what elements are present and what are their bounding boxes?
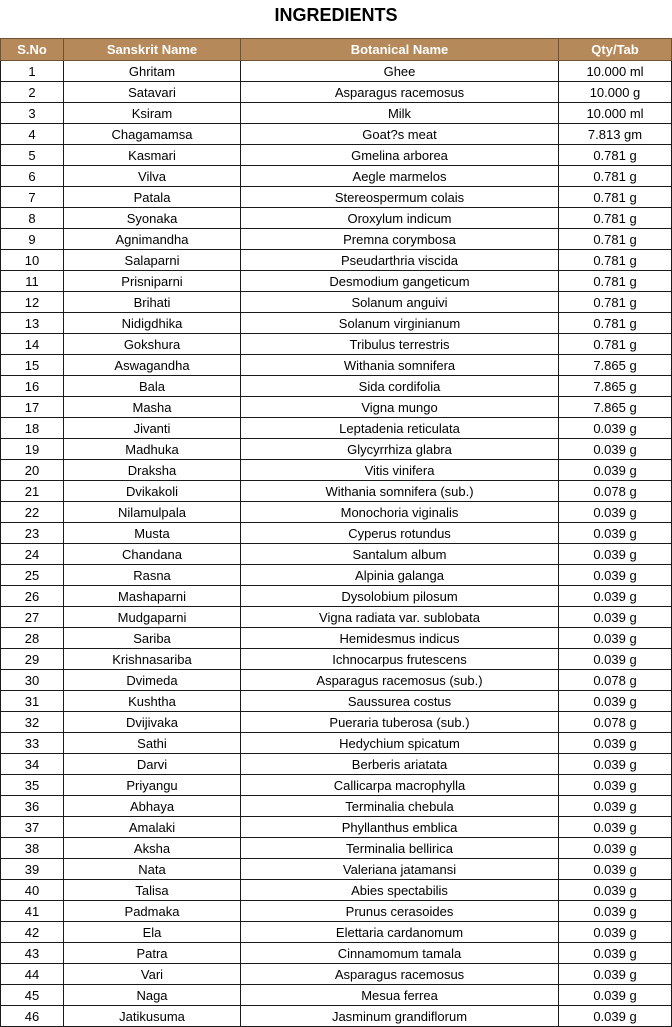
cell-sanskrit-name: Madhuka: [64, 439, 241, 460]
cell-sanskrit-name: Draksha: [64, 460, 241, 481]
table-row: [1, 397, 672, 418]
cell-qty: 0.781 g: [559, 208, 672, 229]
ingredients-table: [0, 38, 672, 1027]
cell-qty: 0.039 g: [559, 523, 672, 544]
cell-botanical-name: Alpinia galanga: [241, 565, 559, 586]
cell-botanical-name: Elettaria cardanomum: [241, 922, 559, 943]
cell-qty: 0.039 g: [559, 649, 672, 670]
cell-qty: 0.039 g: [559, 628, 672, 649]
table-row: [1, 145, 672, 166]
cell-sno: 7: [1, 187, 64, 208]
cell-sno: 31: [1, 691, 64, 712]
cell-qty: 0.039 g: [559, 418, 672, 439]
cell-botanical-name: Pueraria tuberosa (sub.): [241, 712, 559, 733]
cell-botanical-name: Solanum virginianum: [241, 313, 559, 334]
cell-sno: 39: [1, 859, 64, 880]
cell-sanskrit-name: Syonaka: [64, 208, 241, 229]
cell-sno: 21: [1, 481, 64, 502]
table-row: [1, 334, 672, 355]
cell-botanical-name: Tribulus terrestris: [241, 334, 559, 355]
table-header-row: [1, 39, 672, 61]
table-row: [1, 124, 672, 145]
cell-botanical-name: Premna corymbosa: [241, 229, 559, 250]
cell-sno: 25: [1, 565, 64, 586]
cell-botanical-name: Terminalia chebula: [241, 796, 559, 817]
cell-sno: 15: [1, 355, 64, 376]
cell-botanical-name: Hedychium spicatum: [241, 733, 559, 754]
table-row: [1, 229, 672, 250]
cell-qty: 0.781 g: [559, 250, 672, 271]
header-sno: S.No: [1, 39, 64, 61]
cell-qty: 0.781 g: [559, 187, 672, 208]
cell-sno: 40: [1, 880, 64, 901]
table-row: [1, 61, 672, 82]
cell-sno: 27: [1, 607, 64, 628]
cell-botanical-name: Sida cordifolia: [241, 376, 559, 397]
table-body: [1, 61, 672, 1027]
cell-sno: 8: [1, 208, 64, 229]
cell-qty: 0.039 g: [559, 691, 672, 712]
table-row: [1, 943, 672, 964]
table-row: [1, 607, 672, 628]
cell-sanskrit-name: Dvimeda: [64, 670, 241, 691]
cell-botanical-name: Desmodium gangeticum: [241, 271, 559, 292]
cell-qty: 10.000 ml: [559, 61, 672, 82]
cell-qty: 0.039 g: [559, 502, 672, 523]
header-sanskrit-name: Sanskrit Name: [64, 39, 241, 61]
cell-sno: 26: [1, 586, 64, 607]
table-row: [1, 271, 672, 292]
cell-botanical-name: Cinnamomum tamala: [241, 943, 559, 964]
cell-botanical-name: Aegle marmelos: [241, 166, 559, 187]
cell-sno: 28: [1, 628, 64, 649]
cell-botanical-name: Vigna mungo: [241, 397, 559, 418]
cell-sanskrit-name: Aswagandha: [64, 355, 241, 376]
cell-sanskrit-name: Padmaka: [64, 901, 241, 922]
cell-sno: 10: [1, 250, 64, 271]
cell-qty: 0.039 g: [559, 880, 672, 901]
cell-sno: 22: [1, 502, 64, 523]
cell-sno: 3: [1, 103, 64, 124]
cell-sno: 41: [1, 901, 64, 922]
cell-sno: 2: [1, 82, 64, 103]
cell-botanical-name: Withania somnifera (sub.): [241, 481, 559, 502]
cell-botanical-name: Glycyrrhiza glabra: [241, 439, 559, 460]
cell-botanical-name: Berberis ariatata: [241, 754, 559, 775]
cell-qty: 0.039 g: [559, 733, 672, 754]
cell-sanskrit-name: Kushtha: [64, 691, 241, 712]
cell-sanskrit-name: Kasmari: [64, 145, 241, 166]
cell-sno: 35: [1, 775, 64, 796]
table-row: [1, 355, 672, 376]
cell-botanical-name: Callicarpa macrophylla: [241, 775, 559, 796]
cell-sanskrit-name: Agnimandha: [64, 229, 241, 250]
cell-sanskrit-name: Masha: [64, 397, 241, 418]
cell-sanskrit-name: Sariba: [64, 628, 241, 649]
cell-sanskrit-name: Bala: [64, 376, 241, 397]
cell-botanical-name: Saussurea costus: [241, 691, 559, 712]
cell-sno: 16: [1, 376, 64, 397]
cell-botanical-name: Santalum album: [241, 544, 559, 565]
cell-sanskrit-name: Satavari: [64, 82, 241, 103]
table-row: [1, 166, 672, 187]
cell-sanskrit-name: Darvi: [64, 754, 241, 775]
table-row: [1, 1006, 672, 1027]
cell-sno: 42: [1, 922, 64, 943]
cell-qty: 0.039 g: [559, 964, 672, 985]
cell-qty: 0.781 g: [559, 334, 672, 355]
page-title: INGREDIENTS: [274, 5, 398, 25]
cell-sno: 11: [1, 271, 64, 292]
cell-qty: 7.865 g: [559, 397, 672, 418]
table-row: [1, 754, 672, 775]
cell-sno: 14: [1, 334, 64, 355]
cell-botanical-name: Abies spectabilis: [241, 880, 559, 901]
cell-qty: 0.039 g: [559, 796, 672, 817]
cell-qty: 0.039 g: [559, 817, 672, 838]
table-row: [1, 208, 672, 229]
cell-sanskrit-name: Vari: [64, 964, 241, 985]
cell-qty: 0.039 g: [559, 985, 672, 1006]
cell-sanskrit-name: Prisniparni: [64, 271, 241, 292]
table-row: [1, 187, 672, 208]
table-row: [1, 859, 672, 880]
cell-sno: 12: [1, 292, 64, 313]
cell-sno: 44: [1, 964, 64, 985]
cell-sanskrit-name: Ghritam: [64, 61, 241, 82]
cell-botanical-name: Leptadenia reticulata: [241, 418, 559, 439]
table-row: [1, 292, 672, 313]
cell-sanskrit-name: Rasna: [64, 565, 241, 586]
cell-qty: 0.078 g: [559, 712, 672, 733]
table-row: [1, 460, 672, 481]
cell-sanskrit-name: Patala: [64, 187, 241, 208]
cell-qty: 7.865 g: [559, 355, 672, 376]
table-row: [1, 250, 672, 271]
cell-sanskrit-name: Nilamulpala: [64, 502, 241, 523]
table-row: [1, 670, 672, 691]
table-row: [1, 691, 672, 712]
cell-sno: 33: [1, 733, 64, 754]
table-row: [1, 838, 672, 859]
table-row: [1, 775, 672, 796]
cell-botanical-name: Terminalia bellirica: [241, 838, 559, 859]
cell-qty: 0.039 g: [559, 901, 672, 922]
cell-qty: 0.039 g: [559, 565, 672, 586]
cell-sno: 34: [1, 754, 64, 775]
table-row: [1, 376, 672, 397]
cell-qty: 10.000 ml: [559, 103, 672, 124]
cell-sanskrit-name: Priyangu: [64, 775, 241, 796]
cell-sanskrit-name: Amalaki: [64, 817, 241, 838]
cell-qty: 0.781 g: [559, 145, 672, 166]
cell-qty: 0.039 g: [559, 607, 672, 628]
table-row: [1, 649, 672, 670]
header-qty-tab: Qty/Tab: [559, 39, 672, 61]
cell-botanical-name: Ichnocarpus frutescens: [241, 649, 559, 670]
cell-sanskrit-name: Dvikakoli: [64, 481, 241, 502]
table-row: [1, 985, 672, 1006]
cell-sanskrit-name: Salaparni: [64, 250, 241, 271]
cell-botanical-name: Ghee: [241, 61, 559, 82]
cell-qty: 0.039 g: [559, 1006, 672, 1027]
cell-qty: 0.039 g: [559, 439, 672, 460]
cell-sanskrit-name: Aksha: [64, 838, 241, 859]
cell-sanskrit-name: Mudgaparni: [64, 607, 241, 628]
cell-qty: 0.781 g: [559, 292, 672, 313]
cell-sanskrit-name: Ela: [64, 922, 241, 943]
cell-botanical-name: Goat?s meat: [241, 124, 559, 145]
cell-sanskrit-name: Nata: [64, 859, 241, 880]
table-row: [1, 544, 672, 565]
table-row: [1, 922, 672, 943]
cell-sanskrit-name: Krishnasariba: [64, 649, 241, 670]
cell-sno: 9: [1, 229, 64, 250]
cell-sno: 19: [1, 439, 64, 460]
cell-sanskrit-name: Vilva: [64, 166, 241, 187]
cell-qty: 0.039 g: [559, 544, 672, 565]
cell-sanskrit-name: Talisa: [64, 880, 241, 901]
cell-botanical-name: Valeriana jatamansi: [241, 859, 559, 880]
cell-sno: 4: [1, 124, 64, 145]
cell-qty: 0.781 g: [559, 271, 672, 292]
table-row: [1, 439, 672, 460]
cell-botanical-name: Cyperus rotundus: [241, 523, 559, 544]
table-row: [1, 103, 672, 124]
table-row: [1, 523, 672, 544]
table-row: [1, 586, 672, 607]
table-row: [1, 313, 672, 334]
cell-qty: 0.039 g: [559, 754, 672, 775]
cell-sno: 36: [1, 796, 64, 817]
cell-qty: 0.078 g: [559, 481, 672, 502]
cell-qty: 7.813 gm: [559, 124, 672, 145]
cell-sanskrit-name: Gokshura: [64, 334, 241, 355]
cell-sno: 6: [1, 166, 64, 187]
cell-sno: 20: [1, 460, 64, 481]
cell-botanical-name: Monochoria viginalis: [241, 502, 559, 523]
cell-qty: 0.039 g: [559, 586, 672, 607]
cell-botanical-name: Prunus cerasoides: [241, 901, 559, 922]
cell-botanical-name: Milk: [241, 103, 559, 124]
cell-qty: 0.039 g: [559, 943, 672, 964]
cell-sno: 29: [1, 649, 64, 670]
cell-qty: 0.039 g: [559, 838, 672, 859]
cell-botanical-name: Asparagus racemosus: [241, 964, 559, 985]
cell-sanskrit-name: Ksiram: [64, 103, 241, 124]
cell-botanical-name: Phyllanthus emblica: [241, 817, 559, 838]
cell-sno: 1: [1, 61, 64, 82]
cell-botanical-name: Jasminum grandiflorum: [241, 1006, 559, 1027]
cell-qty: 0.781 g: [559, 229, 672, 250]
cell-sanskrit-name: Jatikusuma: [64, 1006, 241, 1027]
cell-sno: 32: [1, 712, 64, 733]
table-row: [1, 418, 672, 439]
cell-qty: 0.039 g: [559, 460, 672, 481]
cell-botanical-name: Vitis vinifera: [241, 460, 559, 481]
cell-sno: 30: [1, 670, 64, 691]
cell-sanskrit-name: Musta: [64, 523, 241, 544]
cell-sanskrit-name: Nidigdhika: [64, 313, 241, 334]
cell-sanskrit-name: Jivanti: [64, 418, 241, 439]
cell-qty: 0.781 g: [559, 166, 672, 187]
cell-botanical-name: Pseudarthria viscida: [241, 250, 559, 271]
cell-sanskrit-name: Chandana: [64, 544, 241, 565]
cell-qty: 10.000 g: [559, 82, 672, 103]
cell-qty: 7.865 g: [559, 376, 672, 397]
cell-sanskrit-name: Abhaya: [64, 796, 241, 817]
cell-sanskrit-name: Patra: [64, 943, 241, 964]
table-row: [1, 796, 672, 817]
table-row: [1, 628, 672, 649]
table-row: [1, 502, 672, 523]
cell-sno: 13: [1, 313, 64, 334]
cell-sno: 43: [1, 943, 64, 964]
table-row: [1, 817, 672, 838]
cell-qty: 0.078 g: [559, 670, 672, 691]
table-row: [1, 565, 672, 586]
cell-botanical-name: Mesua ferrea: [241, 985, 559, 1006]
cell-botanical-name: Asparagus racemosus: [241, 82, 559, 103]
table-row: [1, 733, 672, 754]
cell-sno: 46: [1, 1006, 64, 1027]
cell-sanskrit-name: Brihati: [64, 292, 241, 313]
cell-qty: 0.039 g: [559, 775, 672, 796]
cell-qty: 0.781 g: [559, 313, 672, 334]
cell-sno: 38: [1, 838, 64, 859]
cell-qty: 0.039 g: [559, 922, 672, 943]
table-row: [1, 82, 672, 103]
cell-sno: 17: [1, 397, 64, 418]
table-row: [1, 481, 672, 502]
table-row: [1, 964, 672, 985]
cell-botanical-name: Solanum anguivi: [241, 292, 559, 313]
cell-botanical-name: Vigna radiata var. sublobata: [241, 607, 559, 628]
cell-sanskrit-name: Chagamamsa: [64, 124, 241, 145]
cell-sno: 45: [1, 985, 64, 1006]
cell-sno: 18: [1, 418, 64, 439]
cell-botanical-name: Gmelina arborea: [241, 145, 559, 166]
cell-sno: 5: [1, 145, 64, 166]
cell-botanical-name: Dysolobium pilosum: [241, 586, 559, 607]
cell-sanskrit-name: Naga: [64, 985, 241, 1006]
table-row: [1, 712, 672, 733]
cell-botanical-name: Withania somnifera: [241, 355, 559, 376]
cell-botanical-name: Asparagus racemosus (sub.): [241, 670, 559, 691]
cell-sanskrit-name: Dvijivaka: [64, 712, 241, 733]
cell-botanical-name: Hemidesmus indicus: [241, 628, 559, 649]
cell-sanskrit-name: Sathi: [64, 733, 241, 754]
cell-sno: 24: [1, 544, 64, 565]
cell-botanical-name: Stereospermum colais: [241, 187, 559, 208]
cell-sno: 37: [1, 817, 64, 838]
table-row: [1, 901, 672, 922]
cell-botanical-name: Oroxylum indicum: [241, 208, 559, 229]
cell-qty: 0.039 g: [559, 859, 672, 880]
header-botanical-name: Botanical Name: [241, 39, 559, 61]
table-row: [1, 880, 672, 901]
cell-sanskrit-name: Mashaparni: [64, 586, 241, 607]
cell-sno: 23: [1, 523, 64, 544]
